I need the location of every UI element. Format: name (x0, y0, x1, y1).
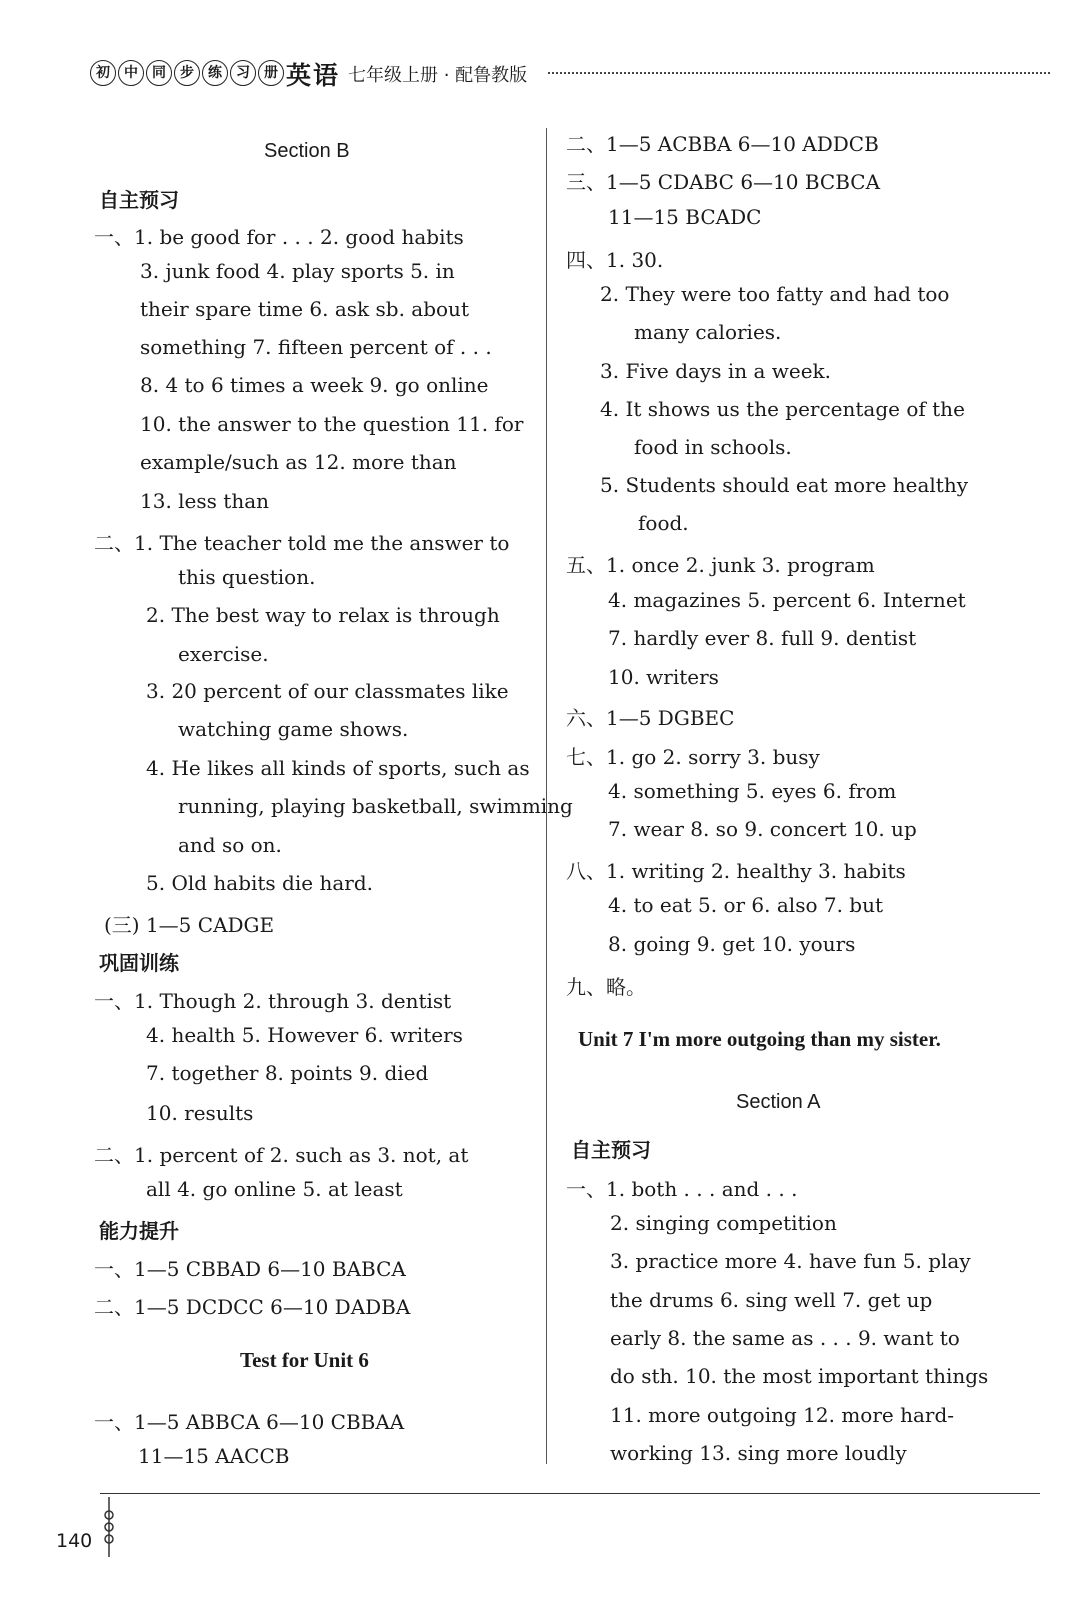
answer-line: 4. to eat 5. or 6. also 7. but (608, 893, 884, 917)
answer-line: working 13. sing more loudly (610, 1441, 907, 1465)
answer-line: 4. health 5. However 6. writers (146, 1023, 463, 1047)
answer-line: their spare time 6. ask sb. about (140, 297, 469, 321)
answer-line: 一、1—5 CBBAD 6—10 BABCA (94, 1257, 406, 1281)
answer-line: 5. Old habits die hard. (146, 871, 373, 895)
answer-line: 二、1—5 ACBBA 6—10 ADDCB (566, 132, 879, 156)
column-divider (546, 128, 547, 1464)
answer-line: 一、1—5 ABBCA 6—10 CBBAA (94, 1410, 405, 1434)
answer-line: 五、1. once 2. junk 3. program (566, 553, 875, 577)
section-heading: 巩固训练 (99, 951, 179, 975)
answer-line: 10. writers (608, 665, 719, 689)
answer-line: 四、1. 30. (566, 248, 664, 272)
answer-line: do sth. 10. the most important things (610, 1364, 989, 1388)
series-char: 中 (118, 60, 144, 86)
answer-line: 六、1—5 DGBEC (566, 706, 735, 730)
section-title: Unit 7 I'm more outgoing than my sister. (578, 1027, 941, 1051)
answer-line: watching game shows. (178, 717, 409, 741)
section-heading: 能力提升 (99, 1219, 179, 1243)
answer-line: 二、1. The teacher told me the answer to (94, 531, 510, 555)
subject-title: 英语 (286, 61, 341, 90)
answer-line: 2. singing competition (610, 1211, 837, 1235)
answer-line: 7. together 8. points 9. died (146, 1061, 429, 1085)
series-char: 同 (146, 60, 172, 86)
answer-line: exercise. (178, 642, 269, 666)
answer-line: 4. It shows us the percentage of the (600, 397, 965, 421)
answer-line: the drums 6. sing well 7. get up (610, 1288, 933, 1312)
series-char: 册 (258, 60, 284, 86)
answer-line: 3. practice more 4. have fun 5. play (610, 1249, 971, 1273)
answer-line: and so on. (178, 833, 282, 857)
series-char: 初 (90, 60, 116, 86)
answer-line: 八、1. writing 2. healthy 3. habits (566, 859, 906, 883)
answer-line: 4. magazines 5. percent 6. Internet (608, 588, 966, 612)
answer-line: many calories. (634, 320, 782, 344)
answer-line: 11—15 BCADC (608, 205, 762, 229)
series-char: 步 (174, 60, 200, 86)
page-number: 140 (56, 1530, 93, 1552)
answer-line: early 8. the same as . . . 9. want to (610, 1326, 960, 1350)
grade-edition: 七年级上册 · 配鲁教版 (348, 65, 528, 86)
answer-line: 2. The best way to relax is through (146, 603, 500, 627)
answer-line: this question. (178, 565, 316, 589)
answer-line: 11. more outgoing 12. more hard- (610, 1403, 955, 1427)
answer-line: 11—15 AACCB (138, 1444, 290, 1468)
answer-line: food in schools. (634, 435, 792, 459)
answer-line: example/such as 12. more than (140, 450, 457, 474)
right-column (566, 0, 1036, 1480)
answer-line: 10. the answer to the question 11. for (140, 412, 524, 436)
answer-line: 4. something 5. eyes 6. from (608, 779, 897, 803)
answer-line: 13. less than (140, 489, 270, 513)
answer-line: 7. wear 8. so 9. concert 10. up (608, 817, 917, 841)
answer-line: 九、略。 (566, 975, 646, 999)
answer-line: 8. 4 to 6 times a week 9. go online (140, 373, 489, 397)
answer-line: 10. results (146, 1101, 254, 1125)
section-heading: 自主预习 (99, 188, 179, 212)
answer-line: 3. junk food 4. play sports 5. in (140, 259, 455, 283)
answer-line: running, playing basketball, swimming (178, 794, 573, 818)
answer-line: food. (638, 511, 689, 535)
series-char: 练 (202, 60, 228, 86)
answer-line: 7. hardly ever 8. full 9. dentist (608, 626, 917, 650)
footer-rule (100, 1493, 1040, 1494)
section-heading: 自主预习 (571, 1138, 651, 1162)
answer-line: 七、1. go 2. sorry 3. busy (566, 745, 820, 769)
answer-line: 4. He likes all kinds of sports, such as (146, 756, 530, 780)
answer-line: 3. 20 percent of our classmates like (146, 679, 509, 703)
answer-line: 三、1—5 CDABC 6—10 BCBCA (566, 170, 881, 194)
answer-line: all 4. go online 5. at least (146, 1177, 403, 1201)
section-title: Test for Unit 6 (240, 1348, 369, 1372)
answer-line: 二、1. percent of 2. such as 3. not, at (94, 1143, 469, 1167)
answer-line: (三) 1—5 CADGE (104, 913, 275, 937)
answer-line: something 7. fifteen percent of . . . (140, 335, 492, 359)
answer-line: 3. Five days in a week. (600, 359, 832, 383)
footer-decoration-icon (96, 1497, 122, 1557)
series-char: 习 (230, 60, 256, 86)
left-column (94, 0, 573, 1480)
answer-line: 8. going 9. get 10. yours (608, 932, 856, 956)
answer-line: 一、1. be good for . . . 2. good habits (94, 225, 464, 249)
answer-line: 二、1—5 DCDCC 6—10 DADBA (94, 1295, 411, 1319)
section-title: Section B (264, 140, 350, 162)
section-title: Section A (736, 1091, 821, 1113)
answer-line: 一、1. Though 2. through 3. dentist (94, 989, 452, 1013)
answer-line: 2. They were too fatty and had too (600, 282, 950, 306)
answer-line: 一、1. both . . . and . . . (566, 1177, 798, 1201)
answer-line: 5. Students should eat more healthy (600, 473, 969, 497)
